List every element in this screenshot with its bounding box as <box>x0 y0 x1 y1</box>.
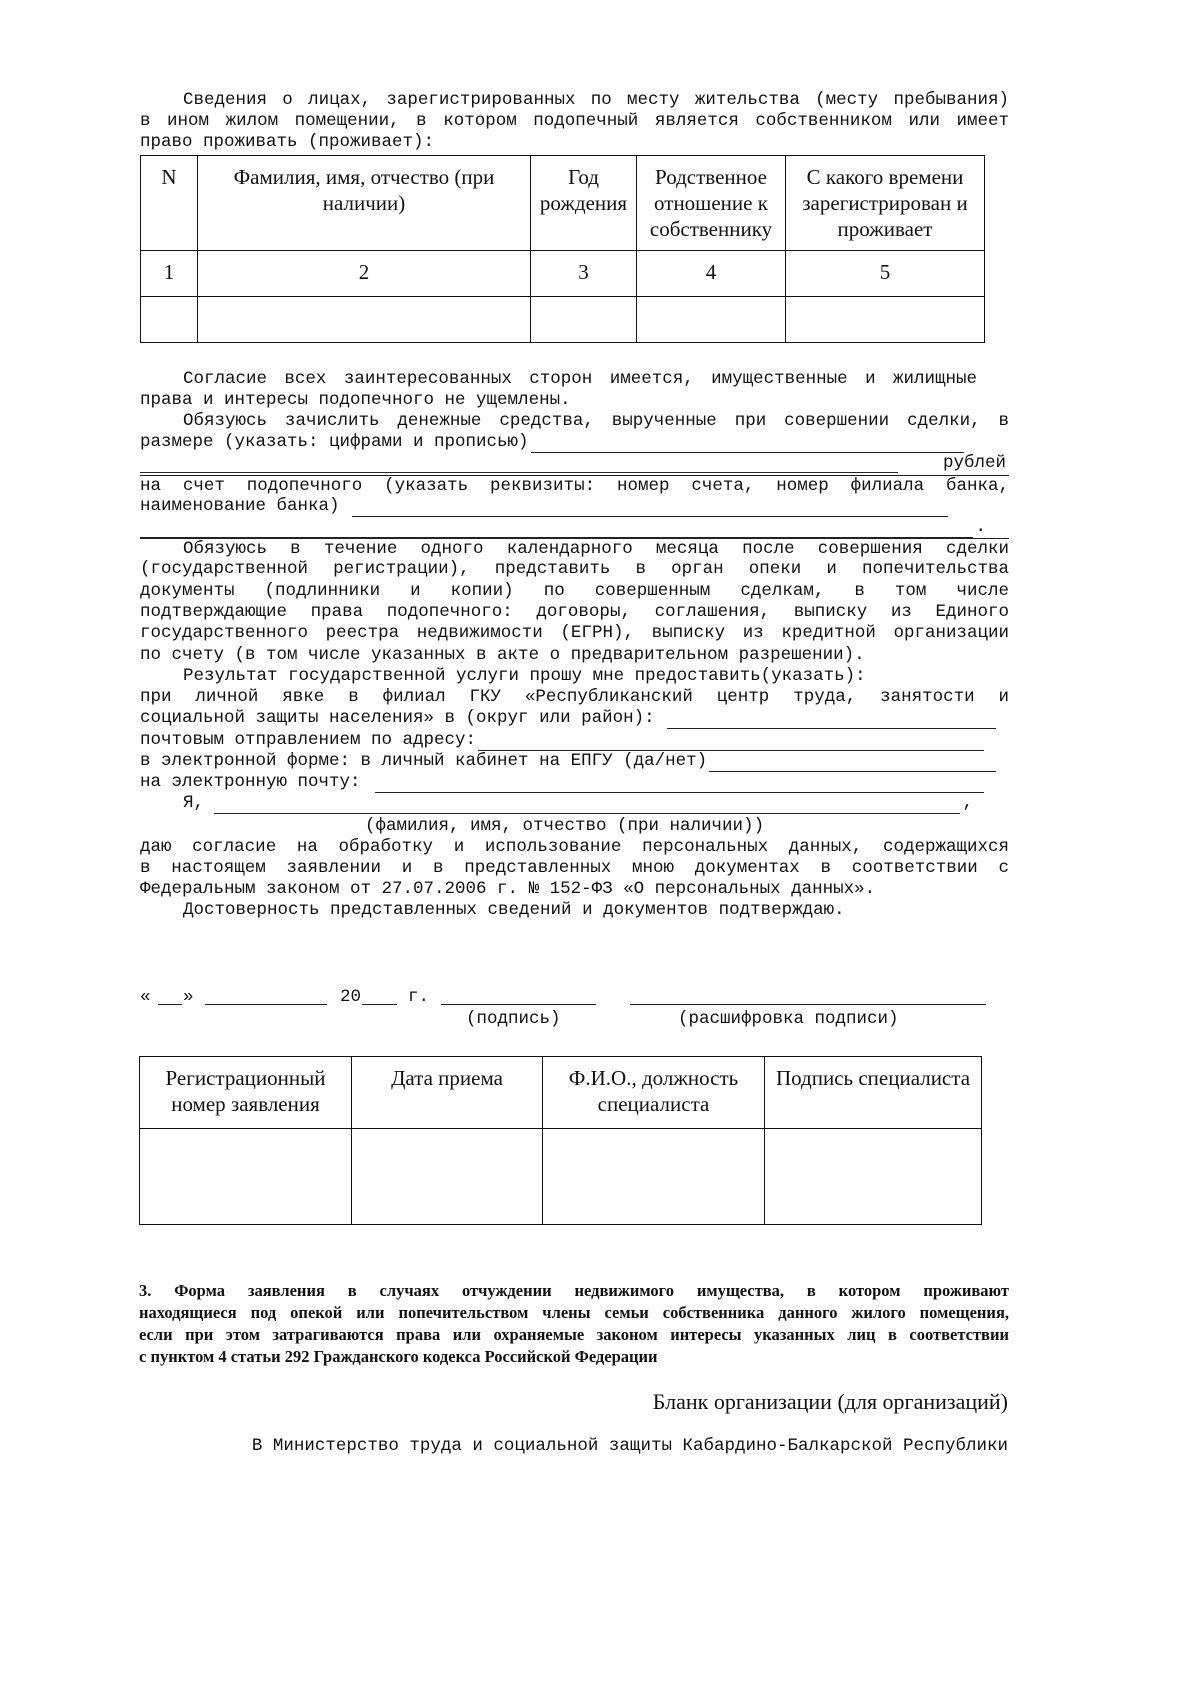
residents-table <box>140 155 985 343</box>
post-field-row <box>140 730 986 751</box>
section-3-line: с пунктом 4 статьи 292 Гражданского кодекса Российской Федерации <box>139 1347 658 1366</box>
col-number: 3 <box>531 251 637 297</box>
col-number: 2 <box>198 251 531 297</box>
section-3-line: если при этом затрагиваются права или охраняемые законом интересы указанных лиц в соответствии <box>139 1325 1009 1344</box>
col-number: 5 <box>786 251 985 297</box>
amount-label: размере (указать: цифрами и прописью) <box>140 432 529 452</box>
col-header-birth-year: Год рождения <box>531 156 637 251</box>
result-intro: Результат государственной услуги прошу мне предоставить(указать): <box>183 666 866 686</box>
account-line: на счет подопечного (указать реквизиты: номер счета, номер филиала банка, <box>140 476 1009 496</box>
district-field-row <box>140 708 998 729</box>
quote-open: « <box>140 987 151 1007</box>
table-row-empty <box>140 1129 982 1225</box>
email-label: на электронную почту: <box>140 772 361 792</box>
consent-line: права и интересы подопечного не ущемлены. <box>140 390 571 410</box>
oblige-line: подтверждающие права подопечного: договоры, соглашения, выписку из Единого <box>140 602 1009 622</box>
district-input[interactable] <box>667 713 996 729</box>
section-3-line: находящиеся под опекой или попечительством члены семьи собственника данного жилого помещения, <box>139 1303 1009 1322</box>
col-header-n: N <box>141 156 198 251</box>
oblige-line: государственного реестра недвижимости (ЕГРН), выписку из кредитной организации <box>140 623 1009 643</box>
electronic-input[interactable] <box>709 756 996 772</box>
signature-input[interactable] <box>441 1004 596 1005</box>
table-row-empty <box>141 297 985 343</box>
full-name-input[interactable] <box>214 798 960 814</box>
oblige-line: документы (подлинники и копии) по совершенным сделкам, в том числе <box>140 581 1009 601</box>
col-number: 1 <box>141 251 198 297</box>
col-header-registered-since: С какого времени зарегистрирован и проживает <box>786 156 985 251</box>
year-input[interactable] <box>362 1004 397 1005</box>
oblige-line: (государственной регистрации), представить в орган опеки и попечительства <box>140 559 1009 579</box>
col-header-reg-number: Регистрационный номер заявления <box>140 1057 352 1129</box>
result-personal-line: при личной явке в филиал ГКУ «Республиканский центр труда, занятости и <box>140 687 1009 707</box>
intro-line: в ином жилом помещении, в котором подопечный является собственником или имеет <box>140 111 1009 131</box>
col-header-name: Фамилия, имя, отчество (при наличии) <box>198 156 531 251</box>
intro-line: право проживать (проживает): <box>140 132 435 152</box>
bank-field-row-2 <box>140 517 986 538</box>
table-cell[interactable] <box>543 1129 765 1225</box>
personal-data-line: Федеральным законом от 27.07.2006 г. № 152-ФЗ «О персональных данных». <box>140 879 876 899</box>
email-field-row <box>140 772 986 793</box>
table-cell[interactable] <box>198 297 531 343</box>
comma: , <box>962 793 973 813</box>
quote-close: » <box>183 987 194 1007</box>
name-hint: (фамилия, имя, отчество (при наличии)) <box>365 816 765 836</box>
table-cell[interactable] <box>531 297 637 343</box>
year-suffix: г. <box>408 987 430 1007</box>
registration-table <box>139 1056 982 1225</box>
oblige-line: по счету (в том числе указанных в акте о предварительном разрешении). <box>140 645 865 665</box>
col-header-specialist: Ф.И.О., должность специалиста <box>543 1057 765 1129</box>
bank-label: наименование банка) <box>140 496 340 516</box>
table-cell[interactable] <box>637 297 786 343</box>
ya-label: Я, <box>183 793 205 813</box>
section-3-heading <box>139 1280 1009 1368</box>
col-header-relation: Родственное отношение к собственнику <box>637 156 786 251</box>
col-number: 4 <box>637 251 786 297</box>
oblige-line: Обязуюсь в течение одного календарного месяца после совершения сделки <box>140 538 1009 559</box>
bank-input-continued[interactable] <box>140 522 973 538</box>
month-input[interactable] <box>205 1004 327 1005</box>
amount-field-row <box>140 432 966 453</box>
funds-line: Обязуюсь зачислить денежные средства, вырученные при совершении сделки, в <box>183 411 1009 431</box>
bank-input[interactable] <box>352 501 948 517</box>
rubles-label: рублей <box>943 453 1007 473</box>
confirm-line: Достоверность представленных сведений и документов подтверждаю. <box>183 900 845 920</box>
amount-input-continued[interactable] <box>140 472 898 473</box>
personal-data-line: даю согласие на обработку и использование персональных данных, содержащихся <box>140 837 1009 857</box>
organization-blank-label: Бланк организации (для организаций) <box>652 1389 1008 1414</box>
table-cell[interactable] <box>786 297 985 343</box>
email-input[interactable] <box>375 777 984 793</box>
electronic-label: в электронной форме: в личный кабинет на ЕПГУ (да/нет) <box>140 751 708 771</box>
electronic-field-row <box>140 751 998 772</box>
table-cell[interactable] <box>352 1129 543 1225</box>
table-cell[interactable] <box>140 1129 352 1225</box>
district-label: социальной защиты населения» в (округ или район): <box>140 708 655 728</box>
table-cell[interactable] <box>141 297 198 343</box>
amount-input[interactable] <box>531 437 964 453</box>
day-input[interactable] <box>158 1004 182 1005</box>
table-cell[interactable] <box>765 1129 982 1225</box>
section-3-line: 3. Форма заявления в случаях отчуждении недвижимого имущества, в котором проживают <box>139 1281 1009 1300</box>
consent-line: Согласие всех заинтересованных сторон имеется, имущественные и жилищные <box>183 369 977 389</box>
intro-line: Сведения о лицах, зарегистрированных по месту жительства (месту пребывания) <box>183 90 1009 110</box>
name-field-row <box>183 793 973 814</box>
col-header-date: Дата приема <box>352 1057 543 1129</box>
personal-data-line: в настоящем заявлении и в представленных мною документах в соответствии с <box>140 858 1009 878</box>
period: . <box>975 517 986 537</box>
signature-hint: (подпись) <box>466 1009 561 1029</box>
col-header-specialist-signature: Подпись специалиста <box>765 1057 982 1129</box>
addressee-line: В Министерство труда и социальной защиты Кабардино-Балкарской Республики <box>251 1436 1008 1456</box>
decode-hint: (расшифровка подписи) <box>678 1009 899 1029</box>
year-prefix: 20 <box>340 987 362 1007</box>
bank-field-row <box>140 496 950 517</box>
post-address-input[interactable] <box>478 735 984 751</box>
signature-decode-input[interactable] <box>630 1004 986 1005</box>
post-label: почтовым отправлением по адресу: <box>140 730 477 750</box>
